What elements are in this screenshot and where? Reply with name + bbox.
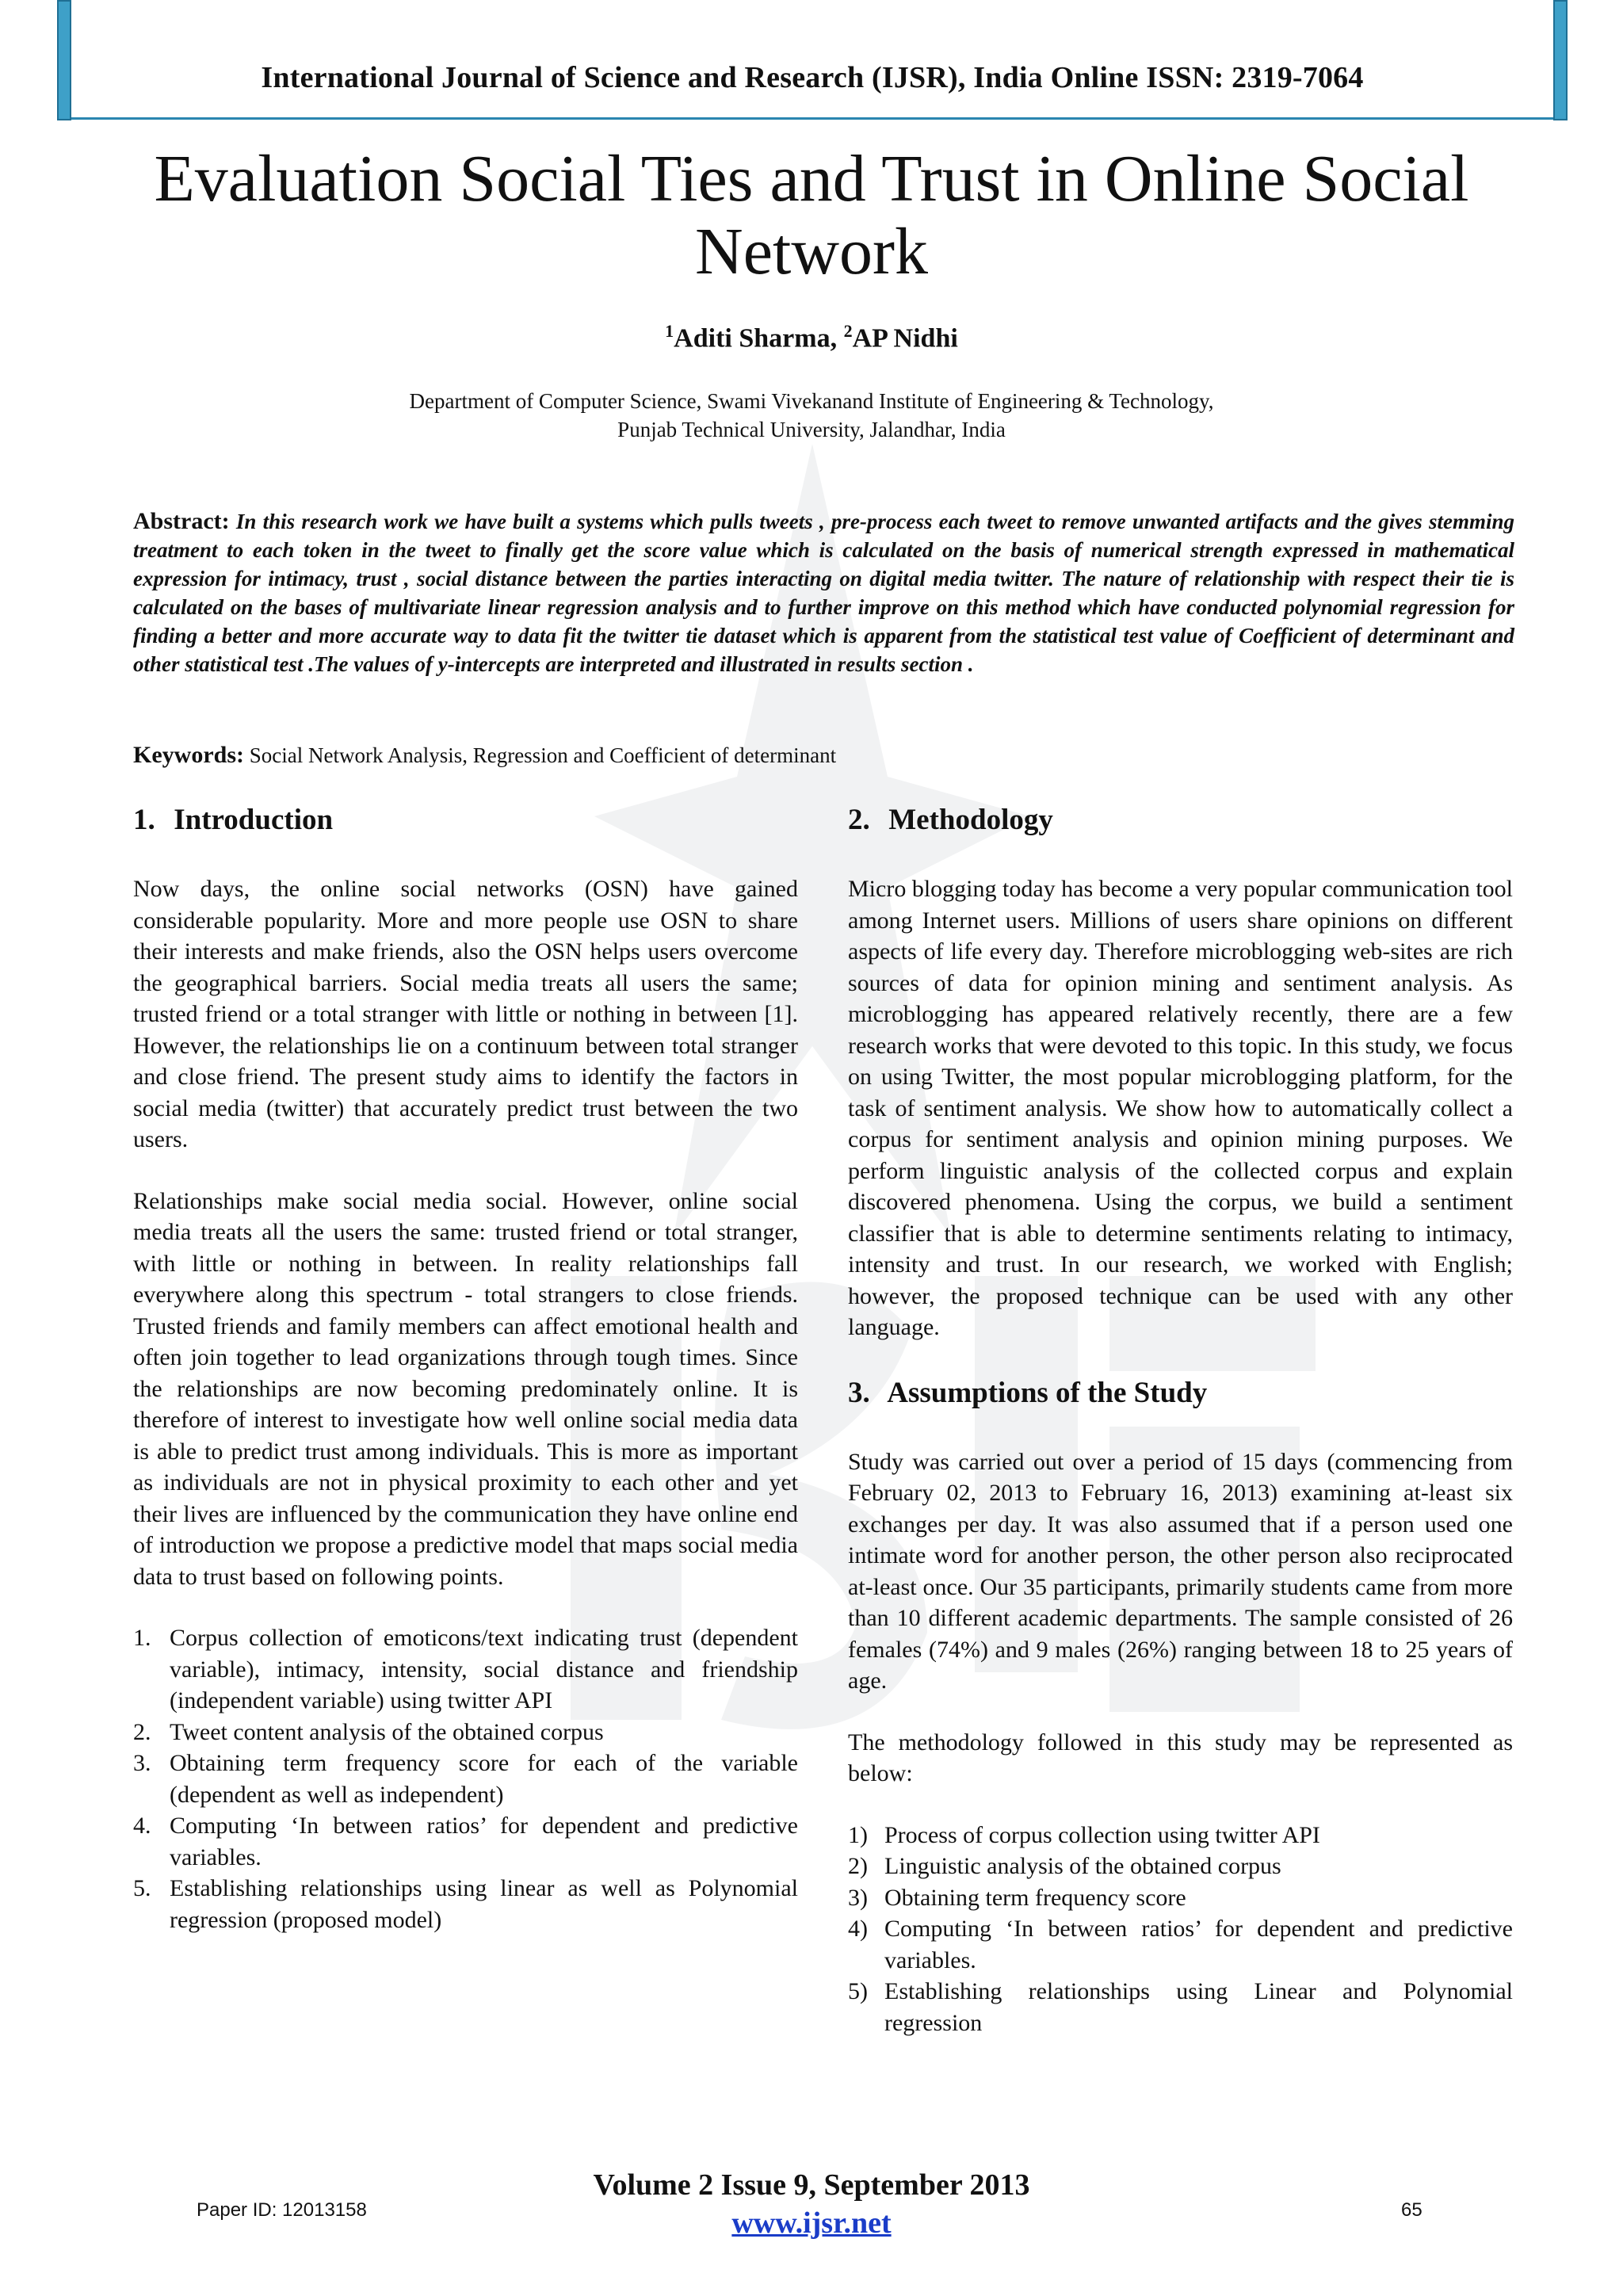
section-heading-introduction [133, 800, 798, 840]
journal-header: International Journal of Science and Research (IJSR), India Online ISSN: 2319-7064 [261, 61, 1364, 94]
section-number: 3. [848, 1376, 870, 1409]
numbered-list [133, 1622, 798, 1935]
section-heading-methodology [848, 800, 1513, 840]
list-item [133, 1717, 798, 1748]
list-item-text: Obtaining term frequency score for each of the variable (dependent as well as independent) [170, 1750, 798, 1808]
abstract-label: Abstract: [133, 508, 230, 534]
list-item-text: Tweet content analysis of the obtained corpus [170, 1718, 604, 1745]
list-item [133, 1748, 798, 1810]
paragraph: Now days, the online social networks (OSN) have gained considerable popularity. More and more people use OSN to share their interests and make friends, also the OSN helps users overcome the geographical barriers. Social media treats all users the same; trusted friend or a total stranger with little or nothing in between [1]. However, the relationships lie on a continuum between total stranger and close friend. The present study aims to identify the factors in social media (twitter) that accurately predict trust between the two users. [133, 876, 798, 1152]
list-item-text: Obtaining term frequency score [884, 1884, 1186, 1911]
page-number: 65 [1401, 2199, 1423, 2221]
list-item-text: Computing ‘In between ratios’ for dependent and predictive variables. [884, 1916, 1513, 1973]
title-line: Evaluation Social Ties and Trust in Online Social [154, 142, 1469, 216]
list-marker: 5. [133, 1875, 151, 1901]
list-marker: 5) [848, 1978, 868, 2004]
list-item [848, 1882, 1513, 1914]
section-heading-assumptions [848, 1373, 1513, 1413]
list-item [848, 1851, 1513, 1882]
numbered-list [848, 1820, 1513, 2039]
abstract-text: In this research work we have built a systems which pulls tweets , pre-process each tweet to remove unwanted artifacts and the gives stemming treatment to each token in the tweet to finally get the score value which is calculated on the basis of numerical strength expressed in mathematical expression for intimacy, trust , social distance between the parties interacting on digital media twitter. The nature of relationship with respect their tie is calculated on the bases of multivariate linear regression analysis and to further improve on this method which have conducted polynomial regression for finding a better and more accurate way to data fit the twitter tie dataset which is apparent from the statistical test value of Coefficient of determinant and other statistical test .The values of y-intercepts are interpreted and illustrated in results section . [133, 510, 1515, 676]
paragraph: The methodology followed in this study may be represented as below: [848, 1729, 1513, 1786]
list-marker: 3) [848, 1884, 868, 1911]
title-line: Network [695, 215, 928, 288]
paper-id: Paper ID: 12013158 [197, 2199, 367, 2221]
list-marker: 1. [133, 1625, 151, 1651]
header-left-accent-bar [57, 0, 71, 120]
list-item [848, 1820, 1513, 1851]
list-item [848, 1976, 1513, 2038]
list-item-text: Establishing relationships using Linear and Polynomial regression [884, 1978, 1513, 2036]
list-marker: 4. [133, 1813, 151, 1839]
affiliation-line: Punjab Technical University, Jalandhar, India [617, 418, 1006, 441]
list-item-text: Corpus collection of emoticons/text indicating trust (dependent variable), intimacy, intensity, social distance and friendship (independent variable) using twitter API [170, 1625, 798, 1713]
keywords-label: Keywords: [133, 742, 244, 768]
paragraph: Relationships make social media social. However, online social media treats all the users the same: trusted friend or total stranger, with little or nothing in between. In reality relationships fall everywhere along this spectrum - total strangers to close friends. Trusted friends and family members can affect emotional health and often join together to lead organizations through tough times. Since the relationships are now becoming predominately online. It is therefore of interest to investigate how well online social media data is able to predict trust among individuals. This is more as important as individuals are not in physical proximity to each other and yet their lives are influenced by the communication they have online end of introduction we propose a predictive model that maps social media data to trust based on following points. [133, 1187, 798, 1590]
affiliation [79, 387, 1544, 444]
list-marker: 4) [848, 1916, 868, 1942]
paper-title [79, 143, 1544, 288]
header-rule [71, 117, 1553, 120]
affiliation-line: Department of Computer Science, Swami Vivekanand Institute of Engineering & Technology, [409, 389, 1214, 413]
footer-volume: Volume 2 Issue 9, September 2013 [593, 2168, 1030, 2202]
list-item-text: Computing ‘In between ratios’ for dependent and predictive variables. [170, 1813, 798, 1870]
right-column [848, 800, 1513, 2038]
header-right-accent-bar [1553, 0, 1568, 120]
section-title: Assumptions of the Study [887, 1376, 1208, 1409]
paragraph: Micro blogging today has become a very popular communication tool among Internet users. Millions of users share opinions on different aspects of life every day. Therefore microblogging web-sites are rich sources of data for opinion mining and sentiment analysis. As microblogging has appeared relatively recently, there are a few research works that were devoted to this topic. In this study, we focus on using Twitter, the most popular microblogging platform, for the task of sentiment analysis. We show how to automatically collect a corpus for sentiment analysis and opinion mining purposes. We perform linguistic analysis of the collected corpus and explain discovered phenomena. Using the corpus, we build a sentiment classifier that is able to determine sentiments relating to intimacy, intensity and trust. In our research, we worked with English; however, the proposed technique can be used with any other language. [848, 876, 1513, 1340]
list-item-text: Establishing relationships using linear as well as Polynomial regression (proposed model) [170, 1875, 798, 1933]
list-item [133, 1622, 798, 1717]
list-item [133, 1810, 798, 1873]
author-affiliation-mark: 2 [843, 321, 853, 341]
section-number: 1. [133, 804, 155, 836]
author-name: AP Nidhi [852, 323, 958, 353]
section-number: 2. [848, 804, 870, 836]
list-marker: 3. [133, 1750, 151, 1776]
paragraph: Study was carried out over a period of 15 days (commencing from February 02, 2013 to February 16, 2013) examining at-least six exchanges per day. It was also assumed that if a person used one intimate word for another person, the other person also reciprocated at-least once. Our 35 participants, primarily students came from more than 10 different academic departments. The sample consisted of 26 females (74%) and 9 males (26%) ranging between 18 to 25 years of age. [848, 1448, 1513, 1694]
keywords-text: Social Network Analysis, Regression and Coefficient of determinant [249, 743, 837, 767]
abstract [133, 507, 1514, 678]
list-item-text: Process of corpus collection using twitter API [884, 1821, 1320, 1848]
list-item [133, 1873, 798, 1935]
list-item-text: Linguistic analysis of the obtained corpus [884, 1853, 1281, 1879]
author-affiliation-mark: 1 [665, 321, 674, 341]
list-marker: 1) [848, 1821, 868, 1848]
keywords [133, 741, 1514, 770]
left-column [133, 800, 798, 1935]
list-item [848, 1913, 1513, 1976]
author-name: Aditi Sharma, [674, 323, 838, 353]
journal-website-link[interactable]: www.ijsr.net [731, 2206, 892, 2240]
author-list [79, 321, 1544, 353]
list-marker: 2. [133, 1718, 151, 1745]
section-title: Methodology [888, 804, 1053, 836]
section-title: Introduction [174, 804, 334, 836]
list-marker: 2) [848, 1853, 868, 1879]
